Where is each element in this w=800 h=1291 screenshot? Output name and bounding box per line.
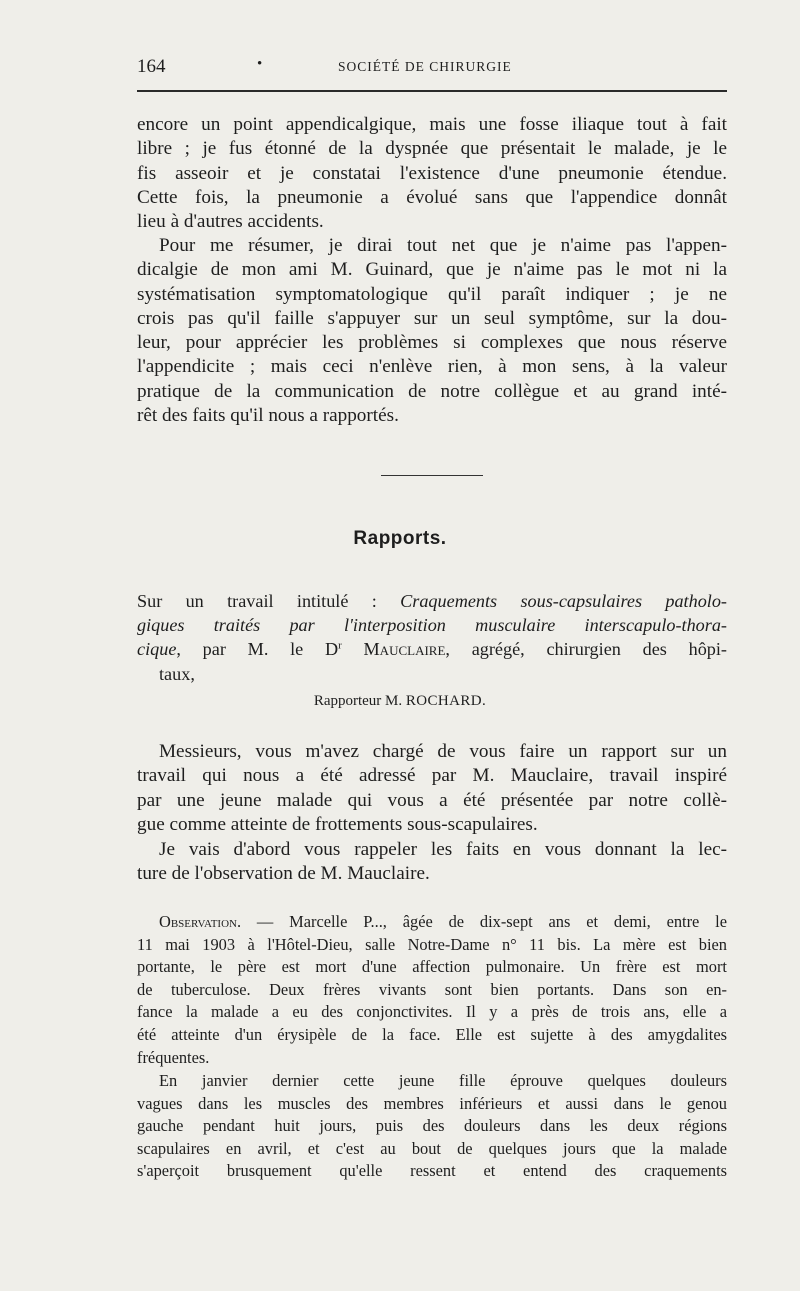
text-line: fance la malade a eu des conjonctivites. Il y a près de trois ans, elle a — [137, 1002, 727, 1022]
text-line: libre ; je fus étonné de la dyspnée que présentait le malade, je le — [137, 138, 727, 160]
header-rule — [137, 90, 727, 92]
observation-text: — Marcelle P..., âgée de dix-sept ans et demi, entre le — [241, 912, 727, 931]
text-line: Messieurs, vous m'avez chargé de vous faire un rapport sur un — [159, 741, 727, 762]
paragraph-2 — [137, 234, 727, 428]
text-line: Je vais d'abord vous rappeler les faits en vous donnant la lec- — [159, 839, 727, 860]
text-line — [137, 637, 727, 661]
rapporteur-name: ROCHARD. — [405, 693, 487, 709]
text-line — [137, 911, 727, 934]
rapporteur-label: Rapporteur M. — [313, 693, 406, 709]
superscript: r — [338, 639, 342, 652]
text-line: gue comme atteinte de frottements sous-scapulaires. — [137, 813, 538, 835]
text-line: taux, — [159, 663, 195, 684]
text-line: fréquentes. — [137, 1047, 210, 1067]
text-line: En janvier dernier cette jeune fille éprouve quelques douleurs — [159, 1071, 727, 1090]
observation-label: Observation. — [159, 912, 242, 931]
rapporteur-line — [0, 693, 800, 710]
text-line: vagues dans les muscles des membres inférieurs et aussi dans le genou — [137, 1093, 727, 1113]
section-separator — [381, 475, 483, 476]
text-line: été atteinte d'un érysipèle de la face. Elle est sujette à des amygdalites — [137, 1024, 727, 1044]
observation-paragraph — [137, 911, 727, 1069]
text-line: portante, le père est mort d'une affection pulmonaire. Un frère est mort — [137, 957, 727, 977]
running-head: SOCIÉTÉ DE CHIRURGIE — [338, 59, 512, 74]
text-line: de tuberculose. Deux frères vivants sont bien portants. Dans son en- — [137, 979, 727, 999]
paragraph-7 — [137, 1070, 727, 1183]
text-line: crois pas qu'il faille s'appuyer sur un seul symptôme, sur la dou- — [137, 307, 727, 329]
text-line: scapulaires en avril, et c'est au bout de quelques jours que la malade — [137, 1138, 727, 1158]
author-name: Mauclaire — [363, 639, 446, 660]
paragraph-4 — [137, 740, 727, 837]
text-line: par une jeune malade qui vous a été présentée par notre collè- — [137, 789, 727, 811]
text-line: gauche pendant huit jours, puis des douleurs dans les deux régions — [137, 1116, 727, 1136]
text-line: encore un point appendicalgique, mais une fosse iliaque tout à fait — [137, 114, 727, 135]
text-line: dicalgie de mon ami M. Guinard, que je n'aime pas le mot ni la — [137, 259, 727, 281]
text-line — [137, 589, 727, 613]
paragraph-5 — [137, 838, 727, 887]
work-title: cique — [137, 639, 177, 660]
text-line: travail qui nous a été adressé par M. Mauclaire, travail inspiré — [137, 765, 727, 787]
paragraph-1 — [137, 113, 727, 234]
text-line: l'appendicite ; mais ceci n'enlève rien, à mon sens, à la valeur — [137, 356, 727, 378]
work-title: giques traités par l'interposition musculaire interscapulo-thora- — [137, 615, 727, 636]
text-line — [137, 613, 727, 637]
text-line: fis asseoir et je constatai l'existence d'une pneumonie étendue. — [137, 162, 727, 184]
report-heading — [137, 589, 727, 686]
page-header — [137, 56, 727, 82]
text-line: Cette fois, la pneumonie a évolué sans que l'appendice donnât — [137, 186, 727, 208]
text-line: 11 mai 1903 à l'Hôtel-Dieu, salle Notre-Dame n° 11 bis. La mère est bien — [137, 934, 727, 954]
text-line: rêt des faits qu'il nous a rapportés. — [137, 405, 399, 427]
text-line: systématisation symptomatologique qu'il paraît indiquer ; je ne — [137, 283, 727, 305]
section-title: Rapports. — [353, 528, 447, 549]
page-number: 164 — [137, 56, 166, 77]
work-title: Craquements sous-capsulaires patholo- — [400, 591, 727, 611]
header-bullet: • — [257, 56, 263, 72]
text-line: lieu à d'autres accidents. — [137, 211, 324, 233]
text-line: Pour me résumer, je dirai tout net que je n'aime pas l'appen- — [159, 235, 727, 256]
text-line: pratique de la communication de notre collègue et au grand inté- — [137, 380, 727, 402]
report-author-prefix: , par M. le D — [176, 639, 339, 660]
text-line: ture de l'observation de M. Mauclaire. — [137, 863, 430, 885]
text-line: s'aperçoit brusquement qu'elle ressent et entend des craquements — [137, 1161, 727, 1181]
report-intro: Sur un travail intitulé : — [137, 591, 401, 611]
text-line: leur, pour apprécier les problèmes si complexes que nous réserve — [137, 332, 727, 354]
author-title: , agrégé, chirurgien des hôpi- — [445, 639, 727, 660]
